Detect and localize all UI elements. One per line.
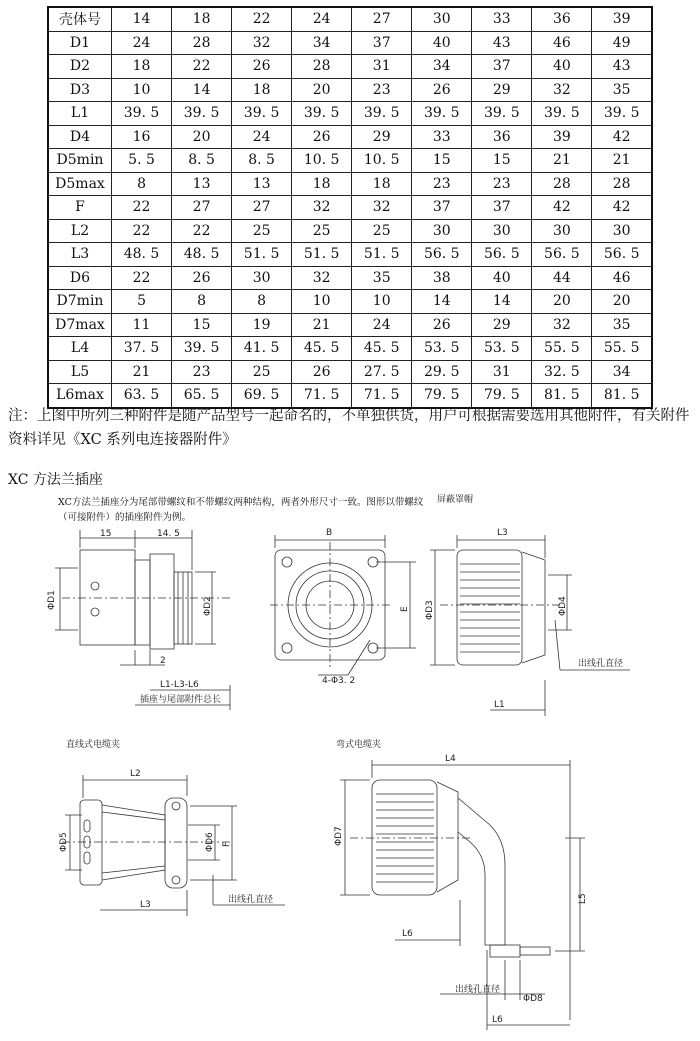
table-cell: 40 [472, 266, 532, 290]
table-cell: 29. 5 [412, 360, 472, 384]
table-cell: 22 [112, 266, 172, 290]
table-cell: 26 [292, 125, 352, 149]
table-cell: 22 [172, 219, 232, 243]
dim-l3: L3 [497, 528, 508, 538]
receptacle-side-view [55, 530, 230, 710]
table-cell: 26 [412, 78, 472, 102]
table-cell: 26 [412, 313, 472, 337]
table-cell: 25 [352, 219, 412, 243]
table-cell: 39. 5 [352, 102, 412, 126]
outlet-hole-label-3: 出线孔直径 [455, 985, 501, 995]
table-cell: 32 [232, 31, 292, 55]
table-cell: 10 [112, 78, 172, 102]
table-cell: 44 [532, 266, 592, 290]
table-cell: 30 [472, 219, 532, 243]
table-cell: 21 [532, 149, 592, 173]
table-cell: 10 [352, 290, 412, 314]
technical-drawings [0, 480, 700, 1041]
straight-clamp-title: 直线式电缆夹 [66, 740, 121, 750]
row-header: D6 [48, 266, 112, 290]
receptacle-front-view [270, 535, 416, 675]
table-cell: 20 [292, 78, 352, 102]
table-cell: 32 [292, 196, 352, 220]
table-cell: 20 [172, 125, 232, 149]
table-cell: 21 [112, 360, 172, 384]
table-cell: 32 [292, 266, 352, 290]
table-cell: 5 [112, 290, 172, 314]
dim-f: F [222, 841, 232, 847]
row-header: D3 [48, 78, 112, 102]
row-header: L4 [48, 337, 112, 361]
row-header: L1 [48, 102, 112, 126]
table-cell: 8. 5 [172, 149, 232, 173]
table-cell: 16 [112, 125, 172, 149]
dim-2: 2 [160, 656, 166, 666]
table-cell: 13 [172, 172, 232, 196]
table-cell: 29 [472, 313, 532, 337]
dim-e: E [400, 606, 410, 612]
table-cell: 46 [592, 266, 652, 290]
table-cell: 30 [592, 219, 652, 243]
table-cell: 41. 5 [232, 337, 292, 361]
dim-d5: ΦD5 [59, 832, 69, 852]
dim-l1: L1 [494, 700, 505, 710]
dim-l4: L4 [445, 754, 456, 764]
table-cell: 10. 5 [352, 149, 412, 173]
table-cell: 48. 5 [112, 243, 172, 267]
dim-d6: ΦD6 [205, 832, 215, 852]
table-cell: 51. 5 [352, 243, 412, 267]
table-cell: 15 [412, 149, 472, 173]
table-cell: 31 [352, 55, 412, 79]
table-cell: 71. 5 [292, 384, 352, 408]
table-cell: 28 [292, 55, 352, 79]
table-cell: 30 [412, 7, 472, 31]
dim-l2: L2 [130, 769, 141, 779]
table-row [48, 243, 652, 267]
table-cell: 65. 5 [172, 384, 232, 408]
section-description: XC方法兰插座分为尾部带螺纹和不带螺纹两种结构，两者外形尺寸一致。图形以带螺纹（可接附件）的插座附件为例。 [58, 497, 424, 523]
table-cell: 48. 5 [172, 243, 232, 267]
table-cell: 30 [532, 219, 592, 243]
table-cell: 21 [292, 313, 352, 337]
dim-l5: L5 [578, 893, 588, 904]
table-cell: 39. 5 [532, 102, 592, 126]
table-cell: 51. 5 [292, 243, 352, 267]
table-cell: 43 [592, 55, 652, 79]
row-header: D7max [48, 313, 112, 337]
table-cell: 23 [352, 78, 412, 102]
table-cell: 25 [292, 219, 352, 243]
dim-d3: ΦD3 [425, 600, 435, 620]
table-cell: 18 [232, 78, 292, 102]
table-cell: 13 [232, 172, 292, 196]
table-cell: 36 [532, 7, 592, 31]
dim-d4: ΦD4 [558, 596, 568, 616]
table-cell: 23 [172, 360, 232, 384]
dim-l6-a: L6 [402, 929, 413, 939]
table-cell: 24 [292, 7, 352, 31]
table-cell: 79. 5 [412, 384, 472, 408]
table-cell: 39. 5 [592, 102, 652, 126]
table-cell: 20 [532, 290, 592, 314]
table-cell: 26 [232, 55, 292, 79]
table-cell: 34 [292, 31, 352, 55]
table-cell: 18 [352, 172, 412, 196]
table-cell: 40 [532, 55, 592, 79]
dim-holes: 4-Φ3. 2 [322, 676, 356, 686]
table-row [48, 290, 652, 314]
table-cell: 39. 5 [412, 102, 472, 126]
table-cell: 23 [412, 172, 472, 196]
table-cell: 25 [232, 360, 292, 384]
row-header: D5min [48, 149, 112, 173]
table-cell: 69. 5 [232, 384, 292, 408]
table-cell: 28 [592, 172, 652, 196]
table-cell: 35 [352, 266, 412, 290]
table-cell: 10 [292, 290, 352, 314]
table-row [48, 360, 652, 384]
outlet-hole-label-2: 出线孔直径 [228, 895, 274, 905]
table-cell: 29 [472, 78, 532, 102]
table-cell: 18 [172, 7, 232, 31]
table-cell: 20 [592, 290, 652, 314]
table-cell: 34 [592, 360, 652, 384]
table-cell: 39. 5 [472, 102, 532, 126]
row-header: 壳体号 [48, 7, 112, 31]
table-row [48, 337, 652, 361]
table-cell: 21 [592, 149, 652, 173]
table-cell: 15 [472, 149, 532, 173]
table-cell: 32 [352, 196, 412, 220]
row-header: D7min [48, 290, 112, 314]
table-row [48, 7, 652, 31]
table-cell: 28 [532, 172, 592, 196]
row-header: L6max [48, 384, 112, 408]
table-cell: 56. 5 [532, 243, 592, 267]
table-cell: 37 [472, 196, 532, 220]
table-cell: 39. 5 [172, 337, 232, 361]
footnote: 注：上图中所列三种附件是随产品型号一起命名的，不单独供货，用户可根据需要选用其他附件，有关附件资料详见《XC 系列电连接器附件》 [8, 408, 690, 448]
row-header: D2 [48, 55, 112, 79]
table-cell: 11 [112, 313, 172, 337]
table-cell: 40 [412, 31, 472, 55]
table-cell: 55. 5 [592, 337, 652, 361]
outlet-hole-label-1: 出线孔直径 [578, 659, 624, 669]
table-cell: 27 [232, 196, 292, 220]
table-cell: 8 [232, 290, 292, 314]
table-cell: 56. 5 [412, 243, 472, 267]
table-cell: 37. 5 [112, 337, 172, 361]
row-header: L5 [48, 360, 112, 384]
table-cell: 14 [412, 290, 472, 314]
table-cell: 5. 5 [112, 149, 172, 173]
table-row [48, 125, 652, 149]
table-cell: 39. 5 [112, 102, 172, 126]
table-cell: 81. 5 [592, 384, 652, 408]
table-cell: 56. 5 [592, 243, 652, 267]
row-header: L2 [48, 219, 112, 243]
table-cell: 27 [172, 196, 232, 220]
table-cell: 24 [352, 313, 412, 337]
table-cell: 33 [412, 125, 472, 149]
table-cell: 39. 5 [292, 102, 352, 126]
table-cell: 30 [232, 266, 292, 290]
table-cell: 22 [112, 196, 172, 220]
dim-l1-l3-l6: L1-L3-L6 [160, 680, 199, 690]
table-cell: 39. 5 [172, 102, 232, 126]
table-cell: 23 [472, 172, 532, 196]
table-cell: 24 [112, 31, 172, 55]
dim-d2: ΦD2 [203, 596, 213, 616]
table-cell: 31 [472, 360, 532, 384]
table-row [48, 102, 652, 126]
table-cell: 42 [592, 125, 652, 149]
table-cell: 32 [532, 313, 592, 337]
table-cell: 37 [412, 196, 472, 220]
table-cell: 8 [172, 290, 232, 314]
table-cell: 39 [532, 125, 592, 149]
table-cell: 37 [472, 55, 532, 79]
dim-15: 15 [100, 529, 112, 539]
table-row [48, 172, 652, 196]
table-row [48, 219, 652, 243]
table-cell: 46 [532, 31, 592, 55]
table-cell: 34 [412, 55, 472, 79]
dim-d1: ΦD1 [47, 590, 57, 610]
dim-b: B [326, 528, 333, 538]
table-cell: 10. 5 [292, 149, 352, 173]
table-cell: 81. 5 [532, 384, 592, 408]
table-cell: 25 [232, 219, 292, 243]
table-cell: 39. 5 [232, 102, 292, 126]
table-cell: 43 [472, 31, 532, 55]
dim-d8: ΦD8 [523, 994, 543, 1004]
table-cell: 35 [592, 313, 652, 337]
dim-14-5: 14. 5 [157, 529, 180, 539]
dim-l3-clamp: L3 [140, 900, 151, 910]
table-cell: 14 [172, 78, 232, 102]
table-cell: 18 [112, 55, 172, 79]
table-cell: 63. 5 [112, 384, 172, 408]
table-cell: 49 [592, 31, 652, 55]
table-cell: 30 [412, 219, 472, 243]
table-cell: 32 [532, 78, 592, 102]
row-header: D4 [48, 125, 112, 149]
table-row [48, 196, 652, 220]
table-cell: 35 [592, 78, 652, 102]
table-row [48, 149, 652, 173]
table-cell: 26 [172, 266, 232, 290]
table-cell: 53. 5 [472, 337, 532, 361]
table-cell: 55. 5 [532, 337, 592, 361]
table-cell: 26 [292, 360, 352, 384]
row-header: F [48, 196, 112, 220]
table-cell: 8. 5 [232, 149, 292, 173]
total-length-label: 插座与尾部附件总长 [140, 695, 222, 705]
table-row [48, 266, 652, 290]
row-header: L3 [48, 243, 112, 267]
table-row [48, 55, 652, 79]
table-cell: 24 [232, 125, 292, 149]
table-cell: 37 [352, 31, 412, 55]
table-row [48, 78, 652, 102]
table-cell: 28 [172, 31, 232, 55]
table-cell: 22 [232, 7, 292, 31]
table-row [48, 313, 652, 337]
table-cell: 71. 5 [352, 384, 412, 408]
table-cell: 53. 5 [412, 337, 472, 361]
table-cell: 42 [532, 196, 592, 220]
table-cell: 27. 5 [352, 360, 412, 384]
dim-d7: ΦD7 [334, 826, 344, 846]
table-cell: 42 [592, 196, 652, 220]
table-cell: 22 [172, 55, 232, 79]
section-title: XC 方法兰插座 [8, 472, 103, 488]
table-cell: 38 [412, 266, 472, 290]
bent-clamp-title: 弯式电缆夹 [336, 740, 382, 750]
spec-table [47, 6, 653, 409]
table-cell: 39 [592, 7, 652, 31]
shield-cap-title: 屏蔽罩帽 [437, 495, 474, 505]
table-cell: 79. 5 [472, 384, 532, 408]
table-cell: 32. 5 [532, 360, 592, 384]
row-header: D5max [48, 172, 112, 196]
table-cell: 29 [352, 125, 412, 149]
table-cell: 45. 5 [292, 337, 352, 361]
dim-l6-b: L6 [492, 1015, 503, 1025]
table-cell: 14 [472, 290, 532, 314]
table-cell: 45. 5 [352, 337, 412, 361]
table-cell: 14 [112, 7, 172, 31]
table-cell: 22 [112, 219, 172, 243]
table-cell: 19 [232, 313, 292, 337]
table-cell: 56. 5 [472, 243, 532, 267]
shield-cap-drawing [430, 535, 630, 716]
row-header: D1 [48, 31, 112, 55]
table-cell: 27 [352, 7, 412, 31]
table-row [48, 31, 652, 55]
table-cell: 36 [472, 125, 532, 149]
table-cell: 8 [112, 172, 172, 196]
table-cell: 15 [172, 313, 232, 337]
table-cell: 33 [472, 7, 532, 31]
table-cell: 18 [292, 172, 352, 196]
table-cell: 51. 5 [232, 243, 292, 267]
